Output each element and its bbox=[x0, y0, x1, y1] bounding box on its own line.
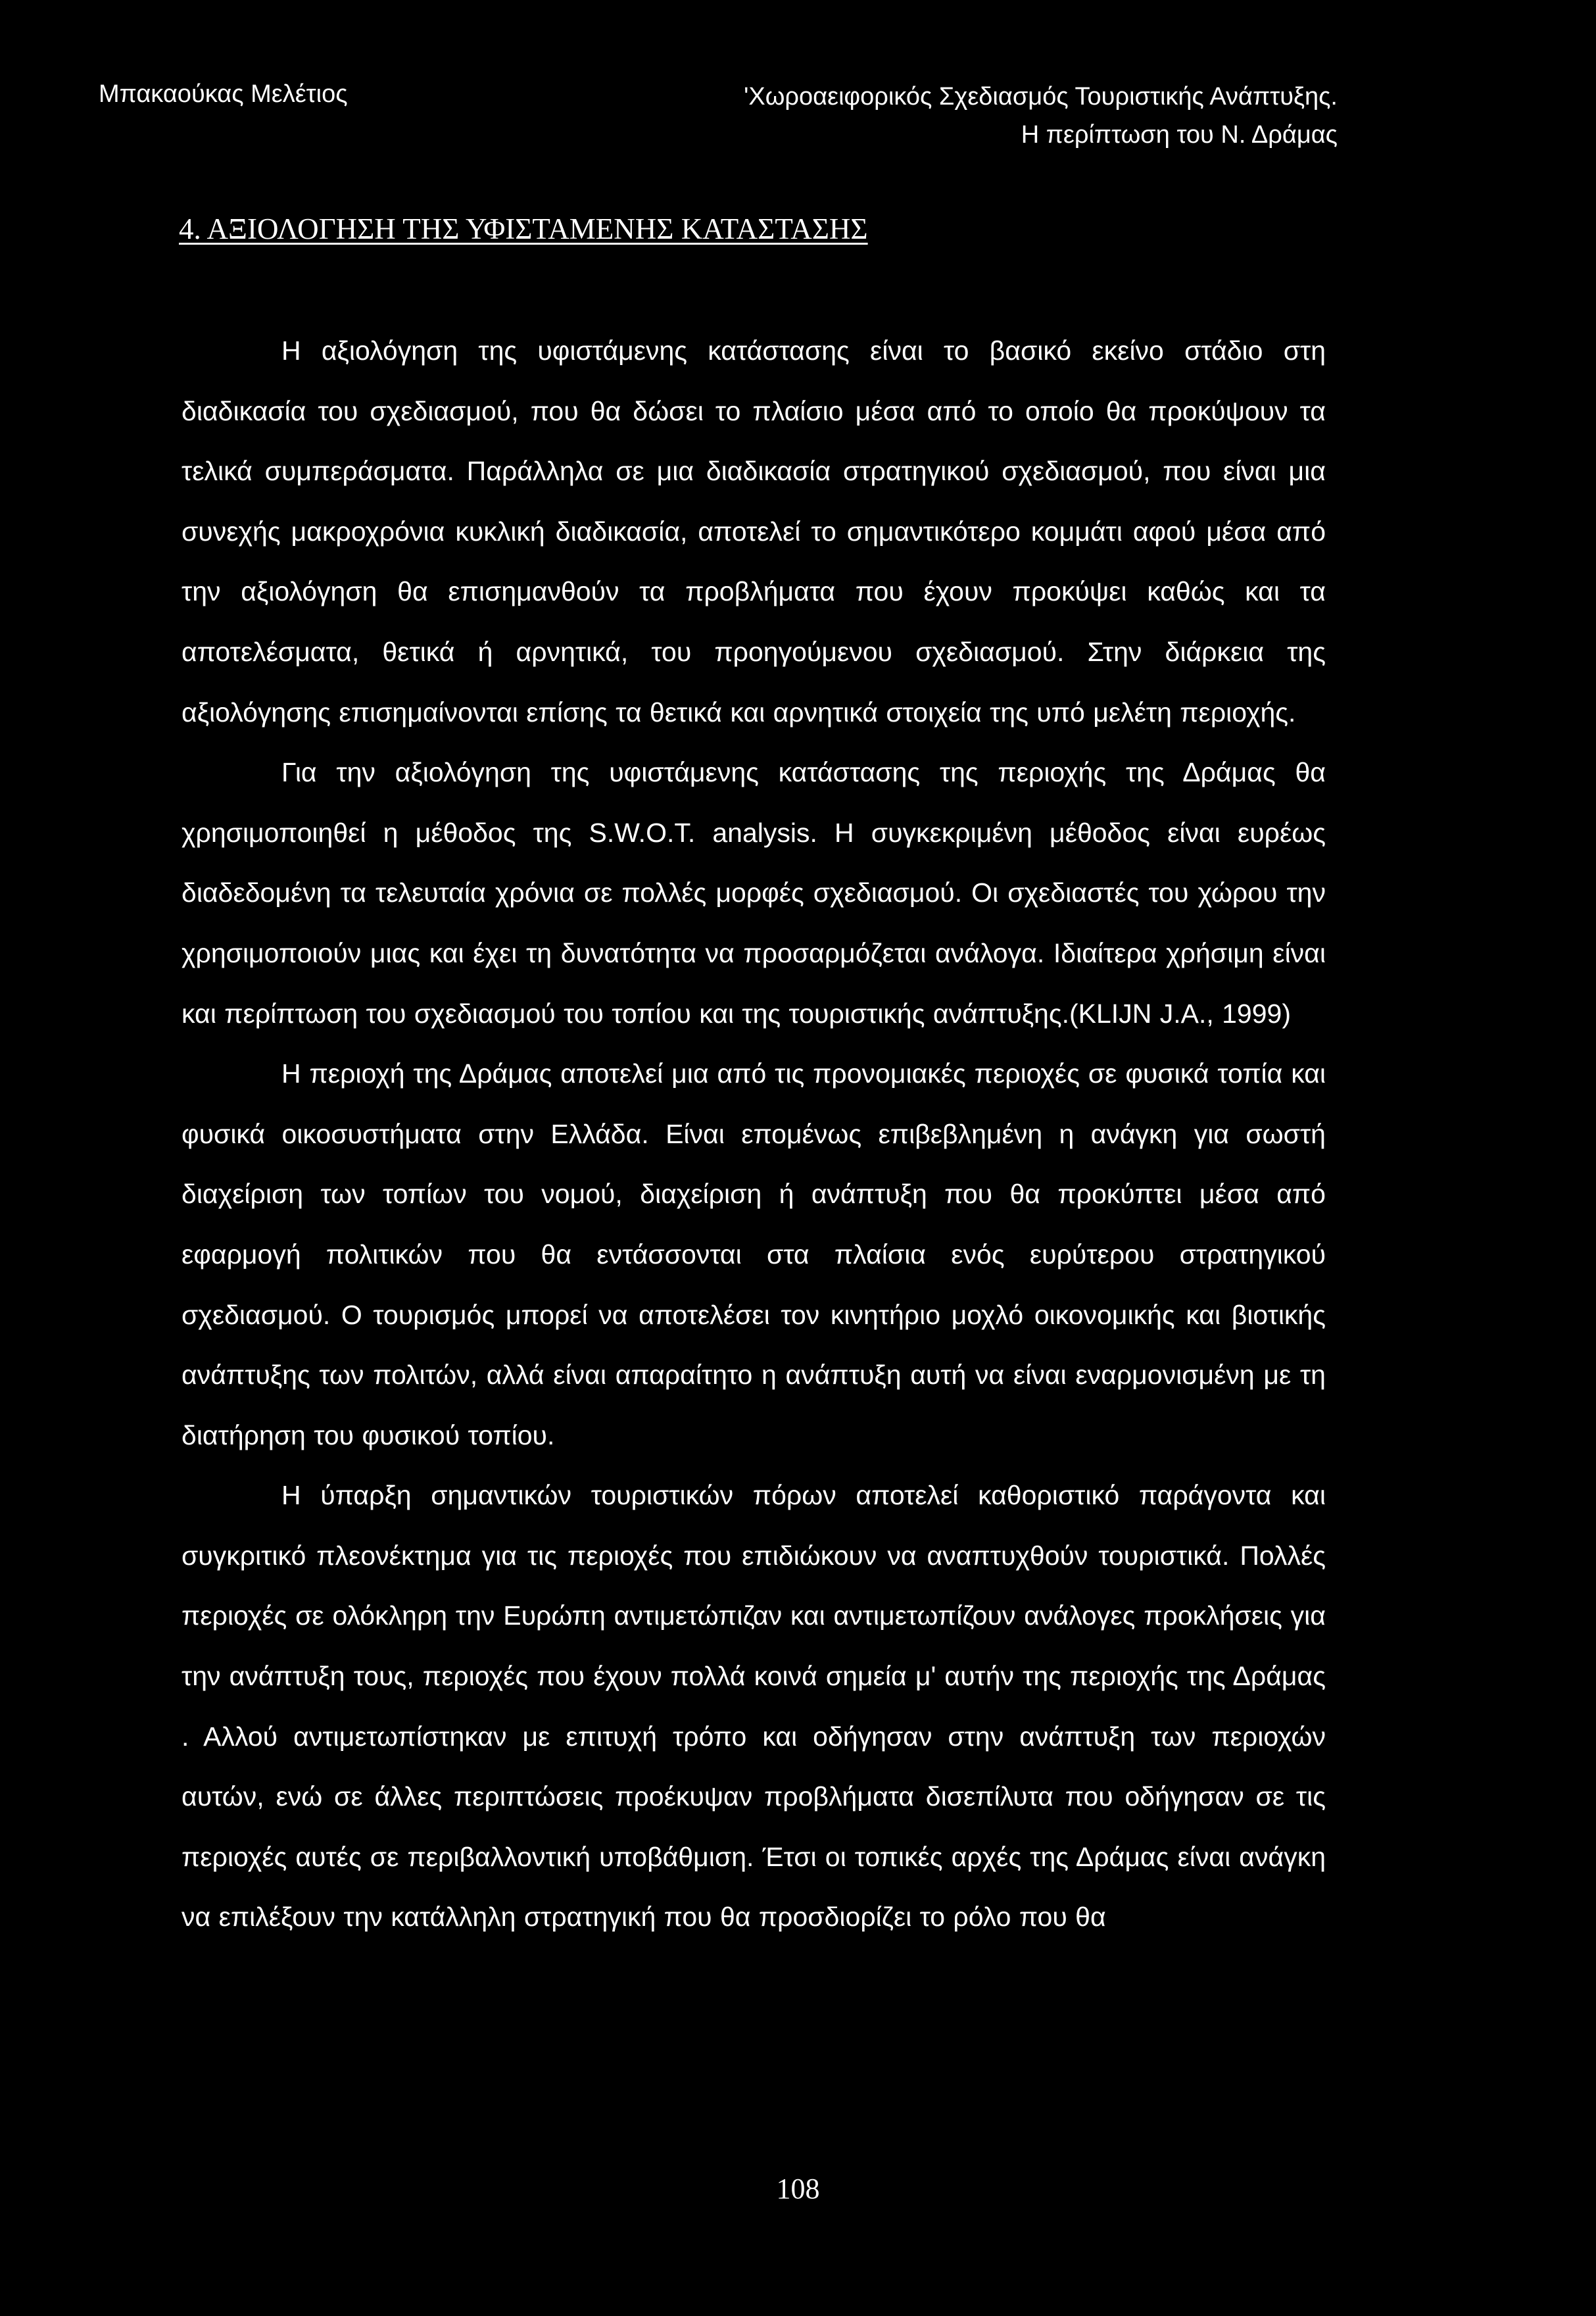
header-title-line-1: 'Χωροαειφορικός Σχεδιασμός Τουριστικής Ανάπτυξης. bbox=[744, 83, 1338, 111]
header-title-line-2: Η περίπτωση του Ν. Δράμας bbox=[1021, 121, 1338, 149]
paragraph-2: Για την αξιολόγηση της υφιστάμενης κατάστασης της περιοχής της Δράμας θα χρησιμοποιηθεί η μέθοδος της S.W.O.T. analysis. Η συγκεκριμένη μέθοδος είναι ευρέως διαδεδομένη τα τελευταία χρόνια σε πολλές μορφές σχεδιασμού. Οι σχεδιαστές του χώρου την χρησιμοποιούν μιας και έχει τη δυνατότητα να προσαρμόζεται ανάλογα. Ιδιαίτερα χρήσιμη είναι και περίπτωση του σχεδιασμού του τοπίου και της τουριστικής ανάπτυξης.(KLIJN J.A., 1999) bbox=[181, 757, 1326, 1029]
section-heading: 4. ΑΞΙΟΛΟΓΗΣΗ ΤΗΣ ΥΦΙΣΤΑΜΕΝΗΣ ΚΑΤΑΣΤΑΣΗΣ bbox=[179, 212, 868, 245]
header-author: Μπακαούκας Μελέτιος bbox=[99, 80, 348, 108]
paragraph-3: Η περιοχή της Δράμας αποτελεί μια από τις προνομιακές περιοχές σε φυσικά τοπία και φυσικά οικοσυστήματα στην Ελλάδα. Είναι επομένως επιβεβλημένη η ανάγκη για σωστή διαχείριση των τοπίων του νομού, διαχείριση ή ανάπτυξη που θα προκύπτει μέσα από εφαρμογή πολιτικών που θα εντάσσονται στα πλαίσια ενός ευρύτερου στρατηγικού σχεδιασμού. Ο τουρισμός μπορεί να αποτελέσει τον κινητήριο μοχλό οικονομικής και βιοτικής ανάπτυξης των πολιτών, αλλά είναι απαραίτητο η ανάπτυξη αυτή να είναι εναρμονισμένη με τη διατήρηση του φυσικού τοπίου. bbox=[181, 1058, 1326, 1450]
body-text bbox=[181, 321, 1326, 1948]
header-title bbox=[744, 78, 1338, 154]
paragraph-4: Η ύπαρξη σημαντικών τουριστικών πόρων αποτελεί καθοριστικό παράγοντα και συγκριτικό πλεονέκτημα για τις περιοχές που επιδιώκουν να αναπτυχθούν τουριστικά. Πολλές περιοχές σε ολόκληρη την Ευρώπη αντιμετώπιζαν και αντιμετωπίζουν ανάλογες προκλήσεις για την ανάπτυξη τους, περιοχές που έχουν πολλά κοινά σημεία μ' αυτήν της περιοχής της Δράμας . Αλλού αντιμετωπίστηκαν με επιτυχή τρόπο και οδήγησαν στην ανάπτυξη των περιοχών αυτών, ενώ σε άλλες περιπτώσεις προέκυψαν προβλήματα δισεπίλυτα που οδήγησαν σε τις περιοχές αυτές σε περιβαλλοντική υποβάθμιση. Έτσι οι τοπικές αρχές της Δράμας είναι ανάγκη να επιλέξουν την κατάλληλη στρατηγική που θα προσδιορίζει το ρόλο που θα bbox=[181, 1480, 1326, 1933]
paragraph-1: Η αξιολόγηση της υφιστάμενης κατάστασης είναι το βασικό εκείνο στάδιο στη διαδικασία του σχεδιασμού, που θα δώσει το πλαίσιο μέσα από το οποίο θα προκύψουν τα τελικά συμπεράσματα. Παράλληλα σε μια διαδικασία στρατηγικού σχεδιασμού, που είναι μια συνεχής μακροχρόνια κυκλική διαδικασία, αποτελεί το σημαντικότερο κομμάτι αφού μέσα από την αξιολόγηση θα επισημανθούν τα προβλήματα που έχουν προκύψει καθώς και τα αποτελέσματα, θετικά ή αρνητικά, του προηγούμενου σχεδιασμού. Στην διάρκεια της αξιολόγησης επισημαίνονται επίσης τα θετικά και αρνητικά στοιχεία της υπό μελέτη περιοχής. bbox=[181, 335, 1326, 727]
page-number: 108 bbox=[776, 2173, 820, 2205]
